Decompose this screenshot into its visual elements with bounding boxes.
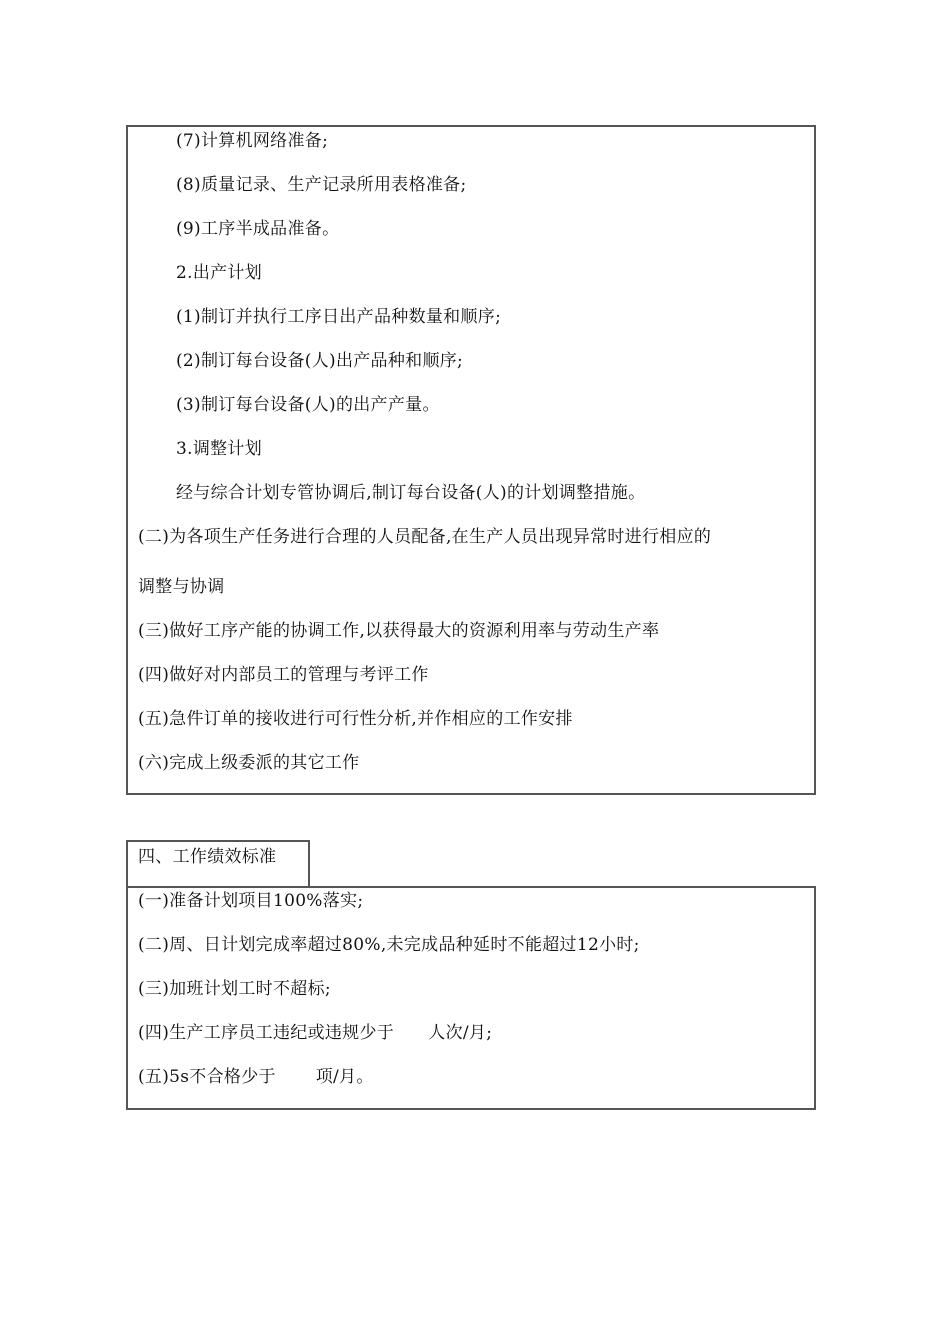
duty-line-device-output-volume: (3)制订每台设备(人)的出产产量。	[176, 395, 440, 415]
performance-heading: 四、工作绩效标准	[138, 847, 277, 867]
performance-section	[126, 886, 816, 1110]
duty-line-adjust-measures: 经与综合计划专管协调后,制订每台设备(人)的计划调整措施。	[176, 483, 646, 503]
duty-line-other-tasks: (六)完成上级委派的其它工作	[138, 753, 360, 773]
performance-line-completion-rate: (二)周、日计划完成率超过80%,未完成品种延时不能超过12小时;	[138, 935, 640, 955]
performance-line-violations: (四)生产工序员工违纪或违规少于 人次/月;	[138, 1023, 493, 1043]
duty-line-staff-management: (四)做好对内部员工的管理与考评工作	[138, 665, 429, 685]
duty-line-staffing: (二)为各项生产任务进行合理的人员配备,在生产人员出现异常时进行相应的	[138, 527, 712, 547]
performance-line-overtime: (三)加班计划工时不超标;	[138, 979, 331, 999]
duty-line-prep-network: (7)计算机网络准备;	[176, 131, 329, 151]
duties-section	[126, 125, 816, 795]
duty-heading-adjust-plan: 3.调整计划	[176, 439, 263, 459]
duty-line-prep-forms: (8)质量记录、生产记录所用表格准备;	[176, 175, 467, 195]
duty-heading-output-plan: 2.出产计划	[176, 263, 263, 283]
performance-line-plan-items: (一)准备计划项目100%落实;	[138, 891, 364, 911]
duty-line-prep-semi-finished: (9)工序半成品准备。	[176, 219, 340, 239]
duty-line-device-output-order: (2)制订每台设备(人)出产品种和顺序;	[176, 351, 464, 371]
duty-line-staffing-cont: 调整与协调	[138, 577, 225, 597]
duty-line-daily-output: (1)制订并执行工序日出产品种数量和顺序;	[176, 307, 502, 327]
duty-line-capacity: (三)做好工序产能的协调工作,以获得最大的资源利用率与劳动生产率	[138, 621, 660, 641]
performance-line-5s: (五)5s不合格少于 项/月。	[138, 1067, 374, 1087]
performance-heading-box	[126, 840, 310, 888]
duty-line-urgent-orders: (五)急件订单的接收进行可行性分析,并作相应的工作安排	[138, 709, 573, 729]
